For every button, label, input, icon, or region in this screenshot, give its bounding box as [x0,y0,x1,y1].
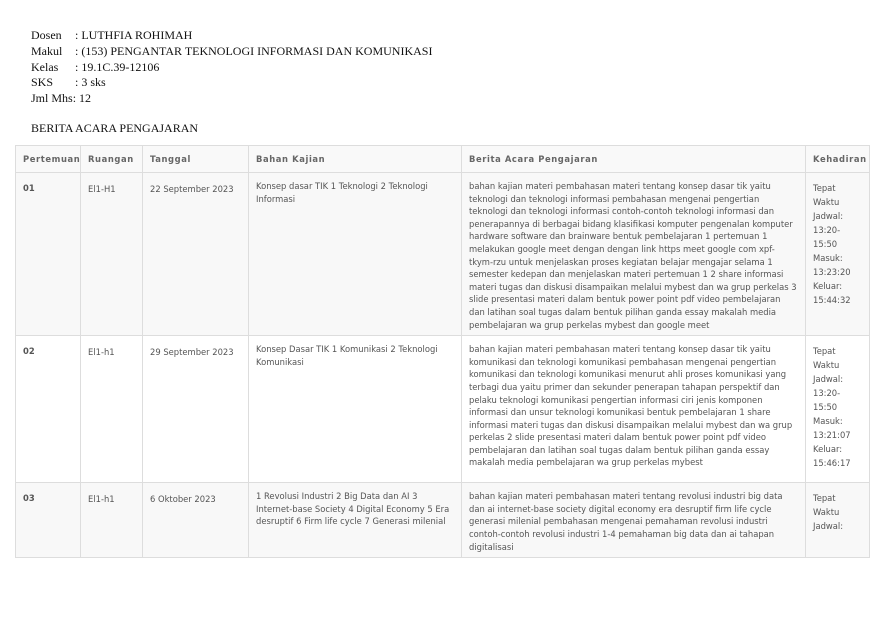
col-header-tanggal: Tanggal [143,146,249,173]
kehadiran-cell [806,336,870,483]
sks-value: : 3 sks [75,75,106,90]
pertemuan-cell: 01 [16,173,81,336]
kehadiran-keluar-label: Keluar: [813,444,843,455]
kehadiran-waktu: Waktu [813,197,840,207]
bahan-kajian-cell: 1 Revolusi Industri 2 Big Data dan AI 3 Internet-base Society 4 Digital Economy 5 Era desruptif 6 Firm life cycle 7 Generasi milenial [249,483,462,558]
col-header-ruangan: Ruangan [81,146,143,173]
pertemuan-cell: 03 [16,483,81,558]
kehadiran-waktu: Waktu [813,507,840,518]
kehadiran-status: Tepat [813,346,836,357]
dosen-row [31,28,432,44]
kelas-row [31,60,432,76]
tanggal-cell: 29 September 2023 [143,336,249,483]
ruangan-cell: El1-H1 [81,173,143,336]
jml-mhs-row [31,91,432,107]
col-header-berita-acara: Berita Acara Pengajaran [462,146,806,173]
kehadiran-waktu: Waktu [813,360,840,371]
pertemuan-cell: 02 [16,336,81,483]
sks-label: SKS [31,75,54,90]
teaching-record-table [15,145,870,558]
makul-value: : (153) PENGANTAR TEKNOLOGI INFORMASI DAN KOMUNIKASI [75,43,433,58]
makul-label: Makul [31,43,63,58]
dosen-value: : LUTHFIA ROHIMAH [75,28,193,42]
berita-acara-cell: bahan kajian materi pembahasan materi tentang konsep dasar tik yaitu teknologi dan teknologi informasi pembahasan mengenai pengertian teknologi dan teknologi informasi contoh-contoh teknologi informasi dan penerapannya di berbagai bidang klasifikasi komputer pengenalan komputer hardware software dan brainware bentuk pembelajaran 1 pertemuan 1 melakukan google meet dengan dengan link https meet google com xpf-tkym-rzu untuk menjelaskan proses kegiatan belajar mengajar selama 1 semester kedepan dan menjelaskan materi pertemuan 1 2 share informasi materi tugas dan diskusi disampaikan melalui mybest dan wa grup perkelas 3 slide presentasi materi dalam bentuk power point pdf video pembelajaran dan latihan soal tugas dalam bentuk pilihan ganda essay makalah media pembelajaran wa grup perkelas mybest dan google meet [462,173,806,336]
sks-row [31,75,432,91]
col-header-pertemuan: Pertemuan [16,146,81,173]
table-row [16,336,870,483]
lecture-info-header [31,28,432,107]
kehadiran-jadwal-label: Jadwal: [813,374,844,385]
kehadiran-status: Tepat [813,493,836,504]
jml-mhs-label: Jml Mhs [31,91,73,106]
tanggal-cell: 6 Oktober 2023 [143,483,249,558]
dosen-label: Dosen [31,28,62,42]
ruangan-cell: El1-h1 [81,483,143,558]
kelas-value: : 19.1C.39-12106 [75,59,160,74]
kehadiran-masuk-label: Masuk: [813,253,843,263]
col-header-kehadiran: Kehadiran [806,146,870,173]
page-title: BERITA ACARA PENGAJARAN [31,121,199,135]
kehadiran-masuk-label: Masuk: [813,416,843,427]
makul-row [31,44,432,60]
kehadiran-keluar: 15:46:17 [813,458,851,469]
tanggal-cell: 22 September 2023 [143,173,249,336]
berita-acara-cell: bahan kajian materi pembahasan materi tentang revolusi industri big data dan ai internet-base society digital economy era desruptif firm life cycle generasi milenial pembahasan mengenai pemahaman revolusi industri contoh-contoh revolusi industri 1-4 pemahaman big data dan ai tahapan digitalisasi [462,483,806,558]
berita-acara-cell: bahan kajian materi pembahasan materi tentang konsep dasar tik yaitu komunikasi dan teknologi komunikasi pembahasan mengenai pengertian komunikasi dan teknologi komunikasi menurut ahli proses komunikasi yang terbagi dua yaitu primer dan sekunder penerapan tahapan perspektif dan pelaku teknologi komunikasi pengertian informasi ciri jenis komponen informasi dan unsur teknologi komunikasi bentuk pembelajaran 1 share informasi materi tugas dan diskusi disampaikan melalui mybest dan wa grup perkelas 2 slide presentasi materi dalam bentuk power point pdf video pembelajaran dan latihan soal tugas dalam bentuk pilihan ganda essay makalah media pembelajaran wa grup perkelas mybest [462,336,806,483]
kehadiran-masuk: 13:21:07 [813,430,851,441]
ruangan-cell: El1-h1 [81,336,143,483]
table-row [16,173,870,336]
bahan-kajian-cell: Konsep Dasar TIK 1 Komunikasi 2 Teknologi Komunikasi [249,336,462,483]
table-row [16,483,870,558]
bahan-kajian-cell: Konsep dasar TIK 1 Teknologi 2 Teknologi Informasi [249,173,462,336]
table-header-row [16,146,870,173]
kehadiran-keluar: 15:44:32 [813,295,851,305]
col-header-bahan-kajian: Bahan Kajian [249,146,462,173]
kehadiran-jadwal-label: Jadwal: [813,521,844,532]
kehadiran-cell [806,483,870,558]
kehadiran-cell [806,173,870,336]
kehadiran-masuk: 13:23:20 [813,267,851,277]
kehadiran-jadwal-label: Jadwal: [813,211,844,221]
kehadiran-jadwal: 13:20-15:50 [813,388,841,413]
kehadiran-status: Tepat [813,183,836,193]
kelas-label: Kelas [31,59,59,74]
kehadiran-keluar-label: Keluar: [813,281,843,291]
jml-mhs-value: : 12 [72,91,92,106]
kehadiran-jadwal: 13:20-15:50 [813,225,841,249]
